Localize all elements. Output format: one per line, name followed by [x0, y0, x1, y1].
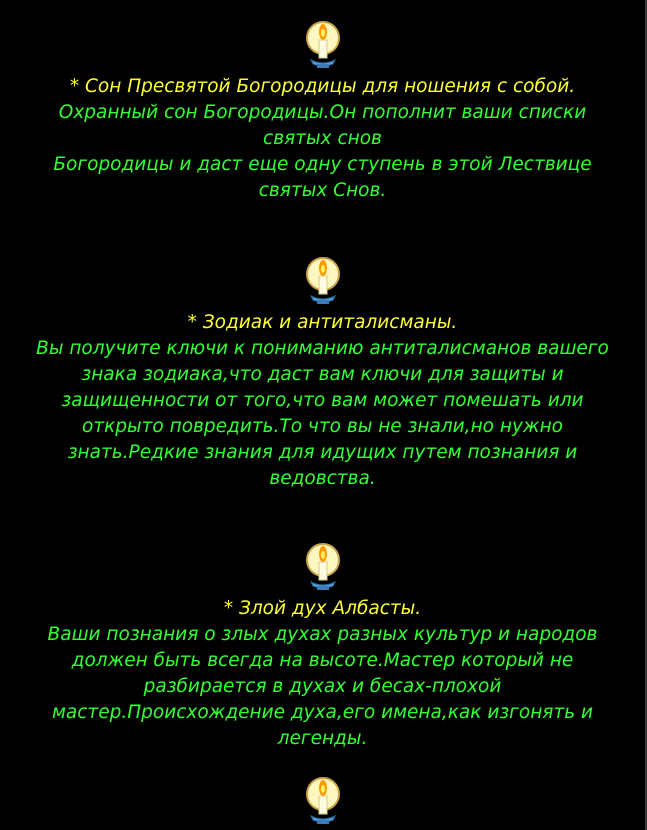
- item-title: * Сон Пресвятой Богородицы для ношения с собой.: [69, 76, 576, 97]
- list-item: [0, 16, 645, 204]
- candle-icon: [303, 16, 343, 72]
- list-item: [0, 538, 645, 752]
- item-description: Ваши познания о злых духах разных культур и народов должен быть всегда на высоте.Мастер который не разбирается в духах и бесах-плохой мастер.Происхождение духа,его имена,как изгонять и легенды.: [47, 624, 598, 749]
- item-title: * Злой дух Албасты.: [223, 598, 422, 619]
- item-title: * Зодиак и антиталисманы.: [187, 312, 458, 333]
- item-description: Охранный сон Богородицы.Он пополнит ваши списки святых снов Богородицы и даст еще одну ступень в этой Лествице святых Снов.: [53, 102, 592, 201]
- list-item: [0, 772, 645, 828]
- list-item: [0, 252, 645, 492]
- candle-icon: [303, 538, 343, 594]
- candle-icon: [303, 772, 343, 828]
- item-description: Вы получите ключи к пониманию антиталисманов вашего знака зодиака,что даст вам ключи для защиты и защищенности от того,что вам может помешать или открыто повредить.То что вы не знали,но нужно знать.Редкие знания для идущих путем познания и ведовства.: [36, 338, 609, 489]
- candle-icon: [303, 252, 343, 308]
